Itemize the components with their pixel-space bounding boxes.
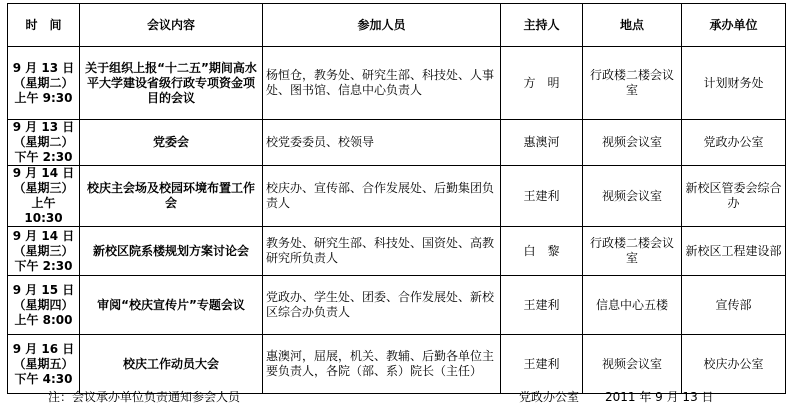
table-row	[8, 166, 786, 227]
location-cell: 视频会议室	[583, 120, 682, 166]
date-text: 9 月 16 日	[12, 341, 75, 356]
topic-cell: 新校区院系楼规划方案讨论会	[80, 227, 263, 276]
table-row	[8, 227, 786, 276]
table-row	[8, 47, 786, 120]
topic-cell: 校庆工作动员大会	[80, 335, 263, 394]
participants-cell: 党政办、学生处、团委、合作发展处、新校区综合办负责人	[263, 276, 501, 335]
header-location: 地点	[583, 4, 682, 47]
table-row	[8, 120, 786, 166]
participants-cell: 惠澳河，屈展，机关、教辅、后勤各单位主要负责人，各院（部、系）院长（主任）	[263, 335, 501, 394]
topic-cell: 党委会	[80, 120, 263, 166]
date-cell	[8, 276, 80, 335]
organizer-cell: 校庆办公室	[682, 335, 786, 394]
date-text: 9 月 15 日	[12, 282, 75, 297]
host-cell: 王建利	[501, 335, 583, 394]
host-cell: 王建利	[501, 276, 583, 335]
header-topic: 会议内容	[80, 4, 263, 47]
time-text: 上午 8:00	[14, 312, 73, 327]
header-host: 主持人	[501, 4, 583, 47]
footer-office: 党政办公室	[519, 390, 580, 404]
topic-cell: 校庆主会场及校园环境布置工作会	[80, 166, 263, 227]
location-cell: 行政楼二楼会议室	[583, 47, 682, 120]
time-text: 下午 2:30	[14, 258, 73, 273]
footer-note: 注：会议承办单位负责通知参会人员	[48, 390, 241, 404]
location-cell: 视频会议室	[583, 335, 682, 394]
weekday-text: （星期四）	[13, 297, 74, 312]
weekday-text: （星期三）	[13, 243, 74, 258]
date-cell	[8, 335, 80, 394]
organizer-cell: 新校区管委会综合办	[682, 166, 786, 227]
host-cell: 方 明	[501, 47, 583, 120]
meeting-schedule-table	[7, 3, 786, 394]
participants-cell: 校庆办、宣传部、合作发展处、后勤集团负责人	[263, 166, 501, 227]
participants-cell: 教务处、研究生部、科技处、国资处、高教研究所负责人	[263, 227, 501, 276]
date-cell	[8, 227, 80, 276]
host-cell: 白 黎	[501, 227, 583, 276]
date-cell	[8, 47, 80, 120]
organizer-cell: 宣传部	[682, 276, 786, 335]
location-cell: 行政楼二楼会议室	[583, 227, 682, 276]
date-text: 9 月 14 日	[12, 228, 75, 243]
date-text: 9 月 13 日	[12, 60, 75, 75]
date-text: 9 月 13 日	[12, 120, 75, 134]
topic-cell: 审阅“校庆宣传片”专题会议	[80, 276, 263, 335]
host-cell: 惠澳河	[501, 120, 583, 166]
participants-cell: 杨恒仓，教务处、研究生部、科技处、人事处、图书馆、信息中心负责人	[263, 47, 501, 120]
table-header-row	[8, 4, 786, 47]
organizer-cell: 党政办公室	[682, 120, 786, 166]
organizer-cell: 新校区工程建设部	[682, 227, 786, 276]
header-time: 时 间	[8, 4, 80, 47]
time-text: 上午 9:30	[14, 90, 73, 105]
host-cell: 王建利	[501, 166, 583, 227]
weekday-text: （星期二）	[13, 135, 74, 149]
location-cell: 视频会议室	[583, 166, 682, 227]
header-participants: 参加人员	[263, 4, 501, 47]
location-cell: 信息中心五楼	[583, 276, 682, 335]
weekday-text: （星期五）	[13, 356, 74, 371]
date-cell	[8, 120, 80, 166]
table-row	[8, 276, 786, 335]
organizer-cell: 计划财务处	[682, 47, 786, 120]
weekday-text: （星期三）	[13, 181, 74, 195]
time-text: 下午 2:30	[14, 150, 73, 164]
table-row	[8, 335, 786, 394]
date-text: 9 月 14 日	[12, 166, 75, 180]
participants-cell: 校党委委员、校领导	[263, 120, 501, 166]
footer-date: 2011 年 9 月 13 日	[605, 390, 714, 404]
date-cell	[8, 166, 80, 227]
topic-cell: 关于组织上报“十二五”期间高水平大学建设省级行政专项资金项目的会议	[80, 47, 263, 120]
time-text: 下午 4:30	[14, 371, 73, 386]
header-organizer: 承办单位	[682, 4, 786, 47]
time-text: 上午 10:30	[24, 196, 63, 225]
weekday-text: （星期二）	[13, 75, 74, 90]
